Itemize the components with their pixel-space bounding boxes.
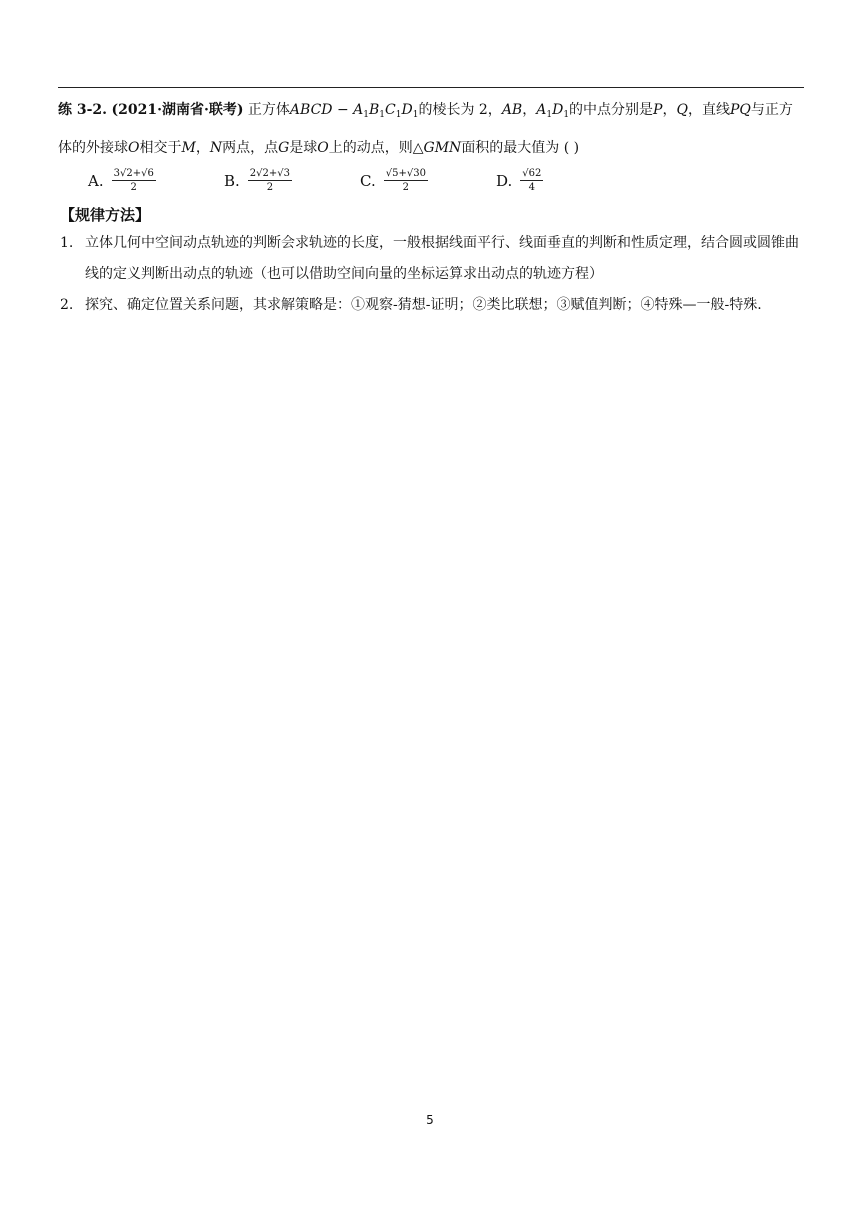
option-fraction: $\frac{3√2+√6}{2}$ [113,168,154,193]
question-text: 相交于 [139,140,182,156]
option-letter: A. [88,172,104,190]
option-fraction: $\frac{2√2+√3}{2}$ [249,168,291,193]
question-text: 正方体 [247,102,290,118]
point-q: Q [676,102,688,118]
point-n: N [209,140,223,156]
segment-a1d1: $A_1D_1$ [536,102,570,120]
question-text: 两点，点 [222,140,279,156]
answer-options [88,164,788,200]
page-number: 5 [426,1113,434,1127]
segment-ab: AB [501,102,523,118]
method-text: 立体几何中空间动点轨迹的判断会求轨迹的长度，一般根据线面平行、线面垂直的判断和性质定理，结合圆或圆锥曲线的定义判断出动点的轨迹（也可以借助空间向量的坐标运算求出动点的轨迹方程） [85,235,799,282]
header-rule [58,87,804,88]
method-text: 探究、确定位置关系问题，其求解策略是：①观察-猜想-证明；②类比联想；③赋值判断；④特殊—一般-特殊. [85,297,762,313]
question-text: 体的外接球 [58,140,128,156]
option-letter: B. [224,172,240,190]
option-letter: C. [360,172,376,190]
point-m: M [181,140,196,156]
triangle-gmn: GMN [423,140,462,156]
question-text: 是球 [289,140,318,156]
question-text: 上的动点，则△ [328,140,424,156]
point-p: P [653,102,663,118]
option-a[interactable] [88,164,156,198]
question-text: ，直线 [687,102,730,118]
question-label: 练 3-2. [58,102,108,118]
section-heading: 【规律方法】 [60,206,151,224]
option-d[interactable] [496,164,543,198]
method-item [60,228,805,290]
option-letter: D. [496,172,513,190]
question-text: 面积的最大值为 ( ) [461,140,580,156]
option-c[interactable] [360,164,428,198]
sphere-o: O [317,140,329,156]
question-source: (2021·湖南省·联考) [111,102,244,118]
method-item [60,290,805,321]
method-index: 2. [60,297,74,313]
option-fraction: $\frac{√5+√30}{2}$ [385,168,426,193]
cube-name: ABCD − $A_1B_1C_1D_1$ [289,102,419,120]
question-text: 的棱长为 2， [418,102,502,118]
option-fraction: $\frac{√62}{4}$ [522,168,542,193]
line-pq: PQ [729,102,751,118]
point-g: G [278,140,290,156]
question-text: 与正方 [750,102,793,118]
method-index: 1. [60,235,74,251]
question-text: 的中点分别是 [569,102,654,118]
question-block: 练 3-2. (2021·湖南省·联考) 正方体ABCD − $A_1B_1C_1D_1$的棱长为 2，AB，$A_1D_1$的中点分别是P，Q，直线PQ与正方 体的外接球O相交于M，N两点，点G是球O上的动点，则△GMN面积的最大值为 ( ) [58,102,793,156]
sphere-o: O [128,140,140,156]
option-b[interactable] [224,164,292,198]
